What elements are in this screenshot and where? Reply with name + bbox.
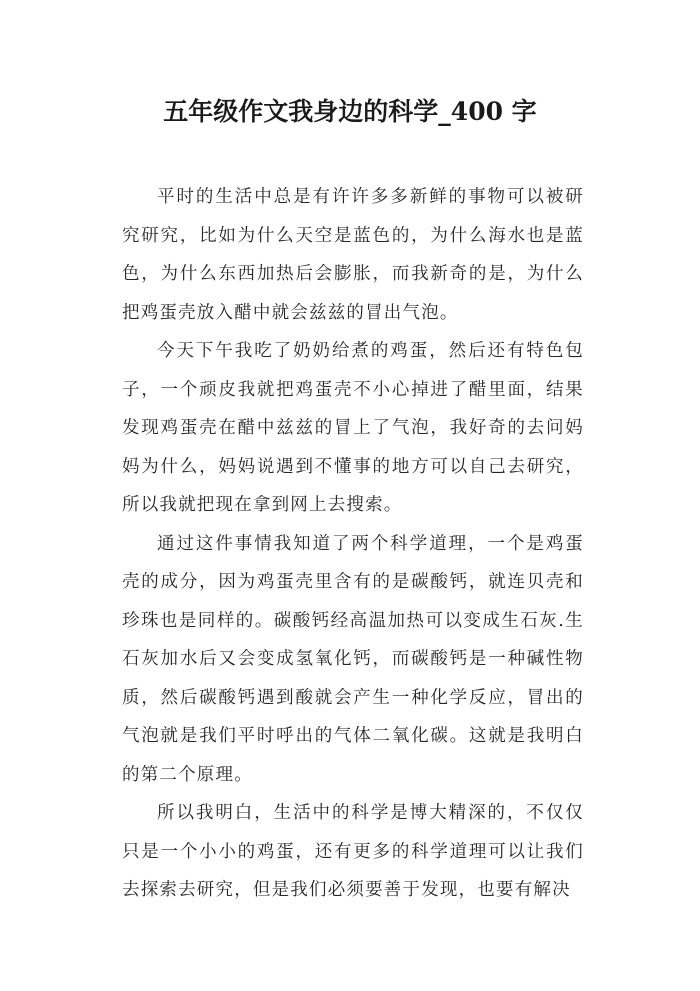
- document-body: [122, 178, 584, 910]
- paragraph-4: 所以我明白，生活中的科学是博大精深的，不仅仅只是一个小小的鸡蛋，还有更多的科学道理可以让我们去探索去研究，但是我们必须要善于发现，也要有解决: [122, 803, 584, 900]
- paragraph-2: 今天下午我吃了奶奶给煮的鸡蛋，然后还有特色包子，一个顽皮我就把鸡蛋壳不小心掉进了醋里面，结果发现鸡蛋壳在醋中兹兹的冒上了气泡，我好奇的去问妈妈为什么，妈妈说遇到不懂事的地方可以自己去研究，所以我就把现在拿到网上去搜索。: [122, 341, 584, 515]
- paragraph-1: 平时的生活中总是有许许多多新鲜的事物可以被研究研究，比如为什么天空是蓝色的，为什么海水也是蓝色，为什么东西加热后会膨胀，而我新奇的是，为什么把鸡蛋壳放入醋中就会兹兹的冒出气泡。: [122, 187, 584, 323]
- paragraph-3: 通过这件事情我知道了两个科学道理，一个是鸡蛋壳的成分，因为鸡蛋壳里含有的是碳酸钙，就连贝壳和珍珠也是同样的。碳酸钙经高温加热可以变成生石灰.生石灰加水后又会变成氢氧化钙，而碳酸钙是一种碱性物质，然后碳酸钙遇到酸就会产生一种化学反应，冒出的气泡就是我们平时呼出的气体二氧化碳。这就是我明白的第二个原理。: [122, 533, 584, 785]
- document-title: 五年级作文我身边的科学_400 字: [163, 97, 537, 126]
